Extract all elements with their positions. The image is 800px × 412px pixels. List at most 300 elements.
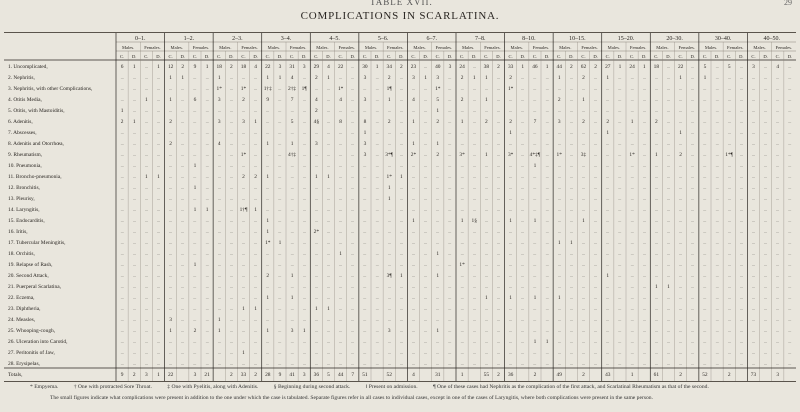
empty-cell: ... (157, 140, 160, 146)
cases-header: C. (289, 54, 295, 59)
table-cell: 3 (193, 371, 197, 378)
empty-cell: ... (691, 294, 695, 300)
deaths-header: D. (326, 54, 331, 59)
empty-cell: ... (132, 184, 136, 190)
empty-cell: ... (302, 107, 306, 113)
empty-cell: ... (582, 129, 585, 135)
table-cell: 1 (132, 63, 136, 70)
empty-cell: ... (412, 305, 415, 311)
table-cell: 1 (412, 118, 415, 125)
table-cell: 1 (655, 283, 658, 290)
table-cell: 2 (582, 74, 585, 81)
empty-cell: ... (144, 316, 148, 322)
empty-cell: ... (205, 85, 209, 91)
empty-cell: ... (582, 338, 585, 344)
empty-cell: ... (424, 217, 428, 223)
empty-cell: ... (606, 217, 610, 223)
empty-cell: ... (594, 283, 598, 289)
empty-cell: ... (788, 118, 792, 124)
empty-cell: ... (460, 162, 464, 168)
table-cell: 1 (339, 250, 342, 257)
table-cell: 7 (533, 118, 537, 125)
table-cell: 24 (459, 63, 465, 70)
empty-cell: ... (569, 294, 573, 300)
empty-cell: ... (229, 217, 233, 223)
empty-cell: ... (375, 261, 379, 267)
table-cell: 1 (145, 96, 148, 103)
empty-cell: ... (497, 283, 500, 289)
empty-cell: ... (205, 283, 209, 289)
empty-cell: ... (399, 118, 403, 124)
empty-cell: ... (727, 140, 731, 146)
females-header: Females. (775, 45, 793, 50)
table-cell: 1 (315, 305, 318, 312)
footnote-second-attack: § Beginning during second attack. (273, 384, 351, 390)
empty-cell: ... (642, 129, 646, 135)
table-cell: 1 (545, 63, 549, 70)
empty-cell: ... (144, 74, 148, 80)
empty-cell: ... (144, 349, 148, 355)
empty-cell: ... (606, 107, 610, 113)
empty-cell: ... (375, 195, 379, 201)
empty-cell: ... (217, 195, 221, 201)
empty-cell: ... (169, 283, 173, 289)
empty-cell: ... (399, 195, 403, 201)
empty-cell: ... (557, 85, 561, 91)
empty-cell: ... (752, 173, 755, 179)
empty-cell: ... (448, 338, 452, 344)
row-label: 6. Adenitis, (8, 118, 33, 125)
empty-cell: ... (582, 140, 585, 146)
empty-cell: ... (278, 118, 282, 124)
empty-cell: ... (788, 195, 792, 201)
empty-cell: ... (169, 360, 173, 366)
empty-cell: ... (327, 338, 330, 344)
empty-cell: ... (472, 327, 476, 333)
empty-cell: ... (339, 129, 343, 135)
empty-cell: ... (497, 173, 500, 179)
table-cell: 1* (240, 151, 247, 158)
empty-cell: ... (424, 151, 428, 157)
empty-cell: ... (715, 74, 719, 80)
empty-cell: ... (545, 85, 549, 91)
empty-cell: ... (229, 107, 233, 113)
table-cell: 4 (254, 63, 257, 70)
empty-cell: ... (642, 140, 646, 146)
empty-cell: ... (472, 63, 476, 69)
footnote-empyema: * Empyema. (30, 384, 59, 390)
empty-cell: ... (776, 272, 780, 278)
empty-cell: ... (448, 184, 452, 190)
table-cell: 3¶ (386, 272, 392, 279)
empty-cell: ... (157, 239, 160, 245)
empty-cell: ... (752, 96, 755, 102)
empty-cell: ... (399, 151, 403, 157)
empty-cell: ... (412, 360, 415, 366)
empty-cell: ... (521, 184, 525, 190)
empty-cell: ... (739, 63, 743, 69)
empty-cell: ... (679, 217, 683, 223)
empty-cell: ... (144, 63, 148, 69)
table-cell: 2 (400, 63, 403, 70)
empty-cell: ... (667, 294, 670, 300)
row-label: Totals, (8, 371, 23, 378)
empty-cell: ... (509, 206, 513, 212)
females-header: Females. (678, 45, 695, 50)
empty-cell: ... (642, 74, 646, 80)
table-cell: 3 (315, 140, 318, 147)
table-cell: 29 (313, 63, 320, 70)
empty-cell: ... (557, 327, 561, 333)
empty-cell: ... (715, 140, 719, 146)
empty-cell: ... (169, 228, 173, 234)
row-label: 9. Rheumatism, (8, 151, 42, 158)
empty-cell: ... (193, 228, 197, 234)
empty-cell: ... (229, 74, 233, 80)
empty-cell: ... (302, 294, 306, 300)
empty-cell: ... (242, 250, 245, 256)
table-cell: 1 (193, 184, 197, 191)
empty-cell: ... (448, 283, 452, 289)
empty-cell: ... (788, 184, 792, 190)
empty-cell: ... (387, 316, 391, 322)
age-group-header: 3–4. (280, 36, 292, 42)
empty-cell: ... (691, 305, 695, 311)
table-cell: 1 (533, 338, 537, 345)
empty-cell: ... (339, 294, 343, 300)
empty-cell: ... (691, 151, 695, 157)
table-cell: 1 (217, 74, 221, 81)
table-cell: 2 (132, 371, 136, 378)
empty-cell: ... (679, 283, 683, 289)
empty-cell: ... (472, 261, 476, 267)
empty-cell: ... (472, 162, 476, 168)
empty-cell: ... (363, 184, 367, 190)
males-header: Males. (559, 45, 572, 50)
empty-cell: ... (569, 140, 573, 146)
empty-cell: ... (630, 261, 634, 267)
table-cell: 2 (497, 63, 500, 70)
empty-cell: ... (205, 349, 209, 355)
empty-cell: ... (679, 294, 683, 300)
table-cell: 1 (193, 162, 197, 169)
empty-cell: ... (229, 140, 233, 146)
table-cell: 49 (556, 371, 562, 378)
row-label: 16. Iritis, (8, 228, 28, 235)
empty-cell: ... (715, 151, 719, 157)
empty-cell: ... (727, 228, 731, 234)
empty-cell: ... (642, 272, 646, 278)
empty-cell: ... (715, 118, 719, 124)
empty-cell: ... (351, 239, 355, 245)
empty-cell: ... (205, 140, 209, 146)
table-cell: 1†‡ (263, 85, 272, 92)
empty-cell: ... (412, 338, 415, 344)
empty-cell: ... (132, 305, 136, 311)
table-cell: 2 (254, 371, 257, 378)
empty-cell: ... (703, 239, 707, 245)
empty-cell: ... (472, 360, 476, 366)
empty-cell: ... (764, 338, 768, 344)
empty-cell: ... (363, 316, 367, 322)
empty-cell: ... (715, 107, 719, 113)
row-label: 7. Abscesses, (8, 129, 37, 136)
empty-cell: ... (642, 294, 646, 300)
empty-cell: ... (521, 206, 525, 212)
empty-cell: ... (752, 316, 755, 322)
empty-cell: ... (120, 195, 124, 201)
table-cell: 1 (533, 217, 537, 224)
empty-cell: ... (351, 96, 355, 102)
empty-cell: ... (752, 228, 755, 234)
empty-cell: ... (703, 305, 707, 311)
empty-cell: ... (351, 85, 355, 91)
row-label: 11. Broncho-pneumonia, (8, 173, 62, 180)
empty-cell: ... (132, 162, 136, 168)
empty-cell: ... (545, 74, 549, 80)
table-cell: 1 (266, 327, 270, 334)
empty-cell: ... (144, 195, 148, 201)
empty-cell: ... (703, 195, 707, 201)
empty-cell: ... (144, 305, 148, 311)
empty-cell: ... (788, 261, 792, 267)
empty-cell: ... (229, 173, 233, 179)
empty-cell: ... (314, 349, 318, 355)
empty-cell: ... (266, 250, 270, 256)
empty-cell: ... (557, 162, 561, 168)
empty-cell: ... (521, 228, 525, 234)
empty-cell: ... (363, 294, 367, 300)
empty-cell: ... (339, 283, 343, 289)
table-cell: 2 (315, 74, 318, 81)
empty-cell: ... (667, 228, 670, 234)
empty-cell: ... (776, 195, 780, 201)
empty-cell: ... (339, 173, 343, 179)
empty-cell: ... (533, 239, 537, 245)
empty-cell: ... (569, 305, 573, 311)
empty-cell: ... (618, 239, 622, 245)
empty-cell: ... (545, 349, 549, 355)
empty-cell: ... (557, 228, 561, 234)
empty-cell: ... (776, 327, 780, 333)
empty-cell: ... (764, 272, 768, 278)
deaths-header: D. (593, 54, 598, 59)
empty-cell: ... (715, 85, 719, 91)
empty-cell: ... (606, 283, 610, 289)
empty-cell: ... (764, 294, 768, 300)
empty-cell: ... (448, 96, 452, 102)
empty-cell: ... (654, 85, 658, 91)
empty-cell: ... (120, 316, 124, 322)
empty-cell: ... (679, 173, 683, 179)
empty-cell: ... (339, 327, 343, 333)
empty-cell: ... (582, 305, 585, 311)
empty-cell: ... (144, 283, 148, 289)
empty-cell: ... (752, 184, 755, 190)
row-label: 18. Orchitis, (8, 250, 35, 257)
table-cell: 5 (727, 63, 731, 70)
empty-cell: ... (739, 118, 743, 124)
empty-cell: ... (509, 184, 513, 190)
empty-cell: ... (314, 316, 318, 322)
empty-cell: ... (606, 85, 610, 91)
empty-cell: ... (679, 316, 683, 322)
empty-cell: ... (667, 107, 670, 113)
empty-cell: ... (776, 360, 780, 366)
empty-cell: ... (460, 327, 464, 333)
table-cell: 1 (400, 272, 403, 279)
empty-cell: ... (363, 327, 367, 333)
deaths-header: D. (229, 54, 234, 59)
table-cell: 1* (265, 239, 271, 246)
females-header: Females. (435, 45, 453, 50)
empty-cell: ... (533, 74, 537, 80)
empty-cell: ... (120, 129, 124, 135)
empty-cell: ... (169, 305, 173, 311)
empty-cell: ... (582, 228, 585, 234)
footnotes-line-1 (30, 384, 790, 390)
empty-cell: ... (290, 349, 294, 355)
empty-cell: ... (752, 151, 755, 157)
empty-cell: ... (448, 217, 452, 223)
table-cell: 27 (605, 63, 611, 70)
age-group-header: 0–1. (135, 36, 146, 42)
empty-cell: ... (193, 107, 197, 113)
deaths-header: D. (471, 54, 477, 59)
empty-cell: ... (533, 316, 537, 322)
empty-cell: ... (606, 96, 610, 102)
empty-cell: ... (460, 283, 464, 289)
empty-cell: ... (752, 118, 755, 124)
table-cell: 1* (507, 85, 514, 92)
empty-cell: ... (727, 217, 731, 223)
empty-cell: ... (254, 349, 258, 355)
empty-cell: ... (399, 261, 403, 267)
empty-cell: ... (715, 239, 719, 245)
empty-cell: ... (715, 195, 719, 201)
footnote-admission: ‖ Present on admission. (365, 384, 418, 390)
empty-cell: ... (533, 349, 537, 355)
empty-cell: ... (788, 239, 792, 245)
empty-cell: ... (654, 316, 658, 322)
empty-cell: ... (229, 294, 233, 300)
empty-cell: ... (472, 173, 476, 179)
empty-cell: ... (363, 338, 367, 344)
row-label: 23. Diphtheria, (8, 305, 41, 312)
empty-cell: ... (229, 327, 233, 333)
empty-cell: ... (788, 96, 792, 102)
empty-cell: ... (703, 85, 707, 91)
empty-cell: ... (436, 217, 440, 223)
empty-cell: ... (229, 85, 233, 91)
empty-cell: ... (424, 107, 428, 113)
empty-cell: ... (375, 129, 379, 135)
empty-cell: ... (193, 140, 197, 146)
empty-cell: ... (448, 250, 452, 256)
table-cell: 5 (327, 371, 330, 378)
empty-cell: ... (630, 316, 634, 322)
cases-header: C. (168, 54, 173, 59)
table-cell: 44 (556, 63, 562, 70)
table-cell: 1 (655, 151, 658, 158)
empty-cell: ... (460, 272, 464, 278)
empty-cell: ... (314, 195, 318, 201)
empty-cell: ... (460, 239, 464, 245)
empty-cell: ... (533, 206, 537, 212)
empty-cell: ... (375, 305, 379, 311)
cases-header: C. (508, 54, 513, 59)
table-cell: 1 (509, 129, 512, 136)
empty-cell: ... (254, 294, 258, 300)
empty-cell: ... (703, 228, 707, 234)
empty-cell: ... (157, 338, 160, 344)
table-cell: 43 (605, 371, 611, 378)
empty-cell: ... (594, 107, 598, 113)
empty-cell: ... (545, 261, 549, 267)
empty-cell: ... (715, 173, 719, 179)
empty-cell: ... (229, 151, 233, 157)
empty-cell: ... (314, 338, 318, 344)
empty-cell: ... (169, 294, 173, 300)
empty-cell: ... (667, 272, 670, 278)
empty-cell: ... (776, 283, 780, 289)
empty-cell: ... (351, 327, 355, 333)
age-group-header: 15–20. (617, 36, 635, 42)
empty-cell: ... (521, 283, 525, 289)
empty-cell: ... (654, 349, 658, 355)
empty-cell: ... (229, 118, 233, 124)
empty-cell: ... (327, 107, 330, 113)
empty-cell: ... (521, 118, 525, 124)
cases-header: C. (581, 54, 586, 59)
empty-cell: ... (521, 294, 525, 300)
table-cell: 52 (386, 371, 392, 378)
empty-cell: ... (120, 74, 124, 80)
age-group-header: 1–2. (183, 36, 195, 42)
empty-cell: ... (278, 162, 282, 168)
table-cell: 2 (460, 74, 464, 81)
empty-cell: ... (448, 261, 452, 267)
empty-cell: ... (654, 184, 658, 190)
empty-cell: ... (752, 360, 755, 366)
empty-cell: ... (545, 217, 549, 223)
empty-cell: ... (339, 162, 343, 168)
empty-cell: ... (290, 162, 294, 168)
empty-cell: ... (630, 228, 634, 234)
empty-cell: ... (363, 239, 367, 245)
empty-cell: ... (497, 206, 500, 212)
empty-cell: ... (436, 316, 440, 322)
empty-cell: ... (181, 151, 185, 157)
empty-cell: ... (727, 85, 731, 91)
empty-cell: ... (618, 140, 622, 146)
empty-cell: ... (654, 272, 658, 278)
empty-cell: ... (642, 173, 646, 179)
row-label: 20. Second Attack, (8, 272, 49, 279)
empty-cell: ... (472, 305, 476, 311)
empty-cell: ... (375, 173, 379, 179)
empty-cell: ... (132, 272, 136, 278)
empty-cell: ... (181, 195, 185, 201)
empty-cell: ... (242, 294, 245, 300)
empty-cell: ... (703, 184, 707, 190)
empty-cell: ... (752, 327, 755, 333)
empty-cell: ... (533, 261, 537, 267)
empty-cell: ... (144, 206, 148, 212)
empty-cell: ... (776, 217, 780, 223)
empty-cell: ... (448, 74, 452, 80)
empty-cell: ... (667, 261, 670, 267)
